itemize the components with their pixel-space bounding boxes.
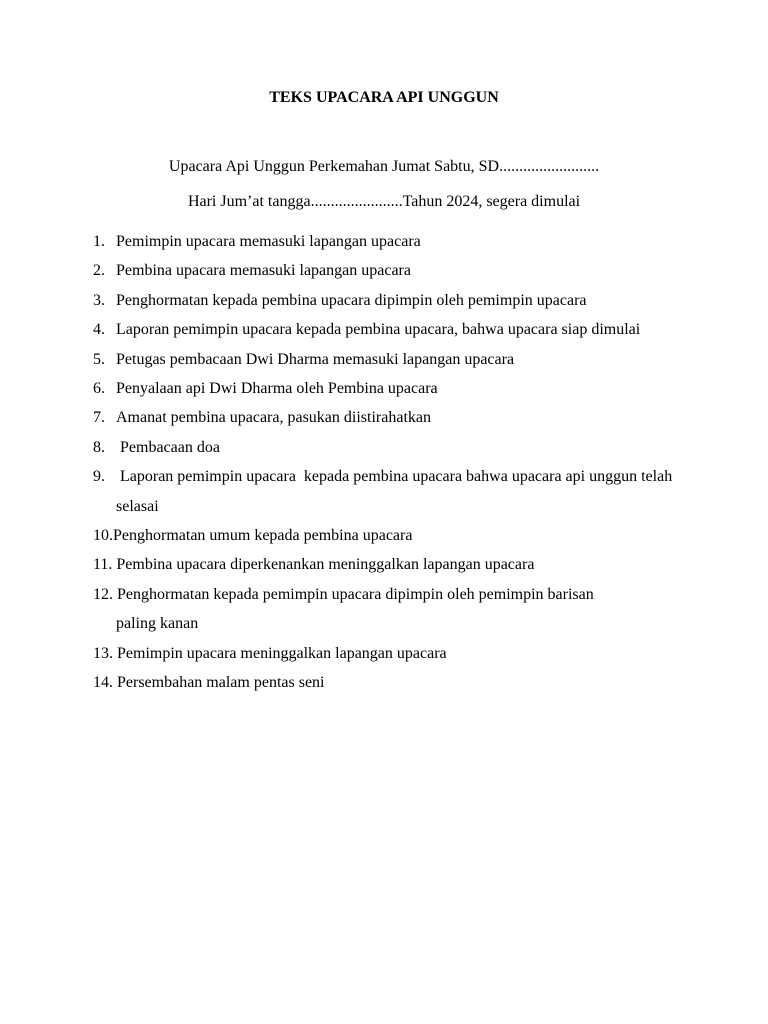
list-item-text: Pembacaan doa (116, 438, 220, 456)
list-item-text: Penghormatan umum kepada pembina upacara (113, 527, 413, 545)
list-item-text: Penghormatan kepada pembina upacara dipimpin oleh pemimpin upacara (116, 291, 587, 309)
list-item (93, 521, 673, 550)
list-item-number: 10. (93, 527, 113, 545)
list-item (93, 668, 673, 697)
list-item-number: 6. (93, 380, 105, 398)
intro-line-2: Hari Jum’at tangga.......................Tahun 2024, segera dimulai (187, 193, 581, 210)
list-item (93, 256, 673, 285)
list-item-number: 7. (93, 409, 105, 427)
document-title: TEKS UPACARA API UNGGUN (269, 89, 499, 106)
list-item-text: Penghormatan kepada pemimpin upacara dipimpin oleh pemimpin barisan (113, 585, 594, 603)
list-item-number: 5. (93, 350, 105, 368)
list-item-continuation: paling kanan (116, 615, 199, 633)
list-item (93, 433, 673, 462)
list-item-number: 3. (93, 291, 105, 309)
list-item (93, 403, 673, 432)
list-item-number: 4. (93, 321, 105, 339)
list-item-number: 12. (93, 585, 113, 603)
list-item-number: 1. (93, 233, 105, 250)
steps-list (93, 227, 677, 698)
list-item (93, 286, 673, 315)
list-item-number: 14. (93, 674, 113, 692)
list-item-number: 13. (93, 644, 113, 662)
list-item-number: 11. (93, 556, 113, 574)
list-item (93, 580, 673, 639)
list-item-text: Pemimpin upacara meninggalkan lapangan upacara (113, 644, 447, 662)
list-item-text: Laporan pemimpin upacara kepada pembina upacara bahwa upacara api unggun telah selasai (116, 468, 677, 515)
list-item-text: Laporan pemimpin upacara kepada pembina upacara, bahwa upacara siap dimulai (116, 321, 641, 339)
list-item-text: Pemimpin upacara memasuki lapangan upacara (116, 233, 421, 250)
list-item-text: Pembina upacara diperkenankan meninggalkan lapangan upacara (112, 556, 535, 574)
list-item-number: 9. (93, 468, 105, 486)
list-item (93, 462, 677, 521)
list-item (93, 639, 673, 668)
list-item-text: Penyalaan api Dwi Dharma oleh Pembina upacara (116, 380, 438, 398)
list-item-text: Persembahan malam pentas seni (113, 674, 325, 692)
list-item (93, 315, 673, 344)
list-item-text: Pembina upacara memasuki lapangan upacara (116, 262, 411, 280)
list-item (93, 227, 673, 256)
intro-line-1: Upacara Api Unggun Perkemahan Jumat Sabtu, SD......................... (168, 158, 600, 175)
list-item-number: 8. (93, 438, 105, 456)
list-item-text: Amanat pembina upacara, pasukan diistirahatkan (116, 409, 431, 427)
list-item-text: Petugas pembacaan Dwi Dharma memasuki lapangan upacara (116, 350, 515, 368)
list-item (93, 345, 673, 374)
list-item (93, 374, 673, 403)
list-item (93, 550, 673, 579)
list-item-number: 2. (93, 262, 105, 280)
